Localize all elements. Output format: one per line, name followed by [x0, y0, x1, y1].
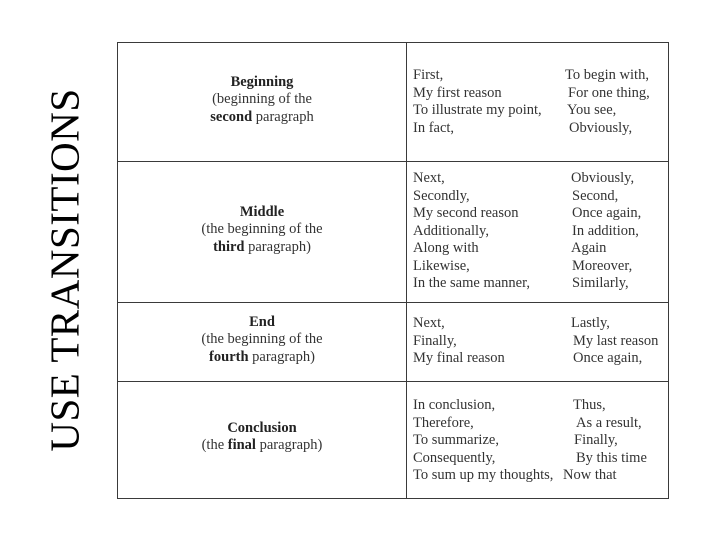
table-row-middle: [118, 161, 668, 302]
transition-word: Thus,: [573, 397, 606, 413]
transition-list-left: [413, 315, 505, 368]
section-label-cell: [118, 43, 407, 161]
table-row-end: [118, 302, 668, 381]
section-desc-line2: [210, 109, 314, 127]
section-heading: Conclusion: [227, 419, 297, 436]
section-label-cell: [118, 382, 407, 498]
section-desc-bold: fourth: [209, 348, 249, 365]
table-row-conclusion: [118, 381, 668, 498]
transition-list-left: [413, 170, 530, 293]
transition-word: Moreover,: [572, 257, 633, 274]
transition-word: By this time: [576, 449, 647, 466]
transition-word: My second reason: [413, 205, 519, 221]
transition-word: Likewise,: [413, 257, 470, 274]
transition-word: My last reason: [573, 332, 659, 349]
transition-word: First,: [413, 67, 444, 83]
section-desc-line: [202, 437, 323, 455]
transition-list-right: [571, 315, 658, 368]
transition-word: Similarly,: [572, 275, 629, 291]
transition-word: Once again,: [572, 205, 642, 221]
transition-list-left: [413, 397, 553, 485]
section-desc-suffix: paragraph): [244, 238, 311, 255]
section-desc-suffix: paragraph): [255, 437, 323, 453]
transition-word: Next,: [413, 170, 445, 186]
transition-word: Therefore,: [413, 414, 474, 431]
transition-word: Secondly,: [413, 187, 470, 204]
transition-word: In fact,: [413, 119, 455, 136]
transition-word: In the same manner,: [413, 275, 530, 291]
transition-words-cell: [407, 162, 668, 302]
transition-word: For one thing,: [568, 84, 650, 101]
transition-list-right: [571, 170, 641, 293]
transition-list-right: [565, 67, 650, 137]
section-desc-bold: final: [227, 437, 256, 453]
section-desc-suffix: paragraph): [248, 348, 315, 365]
table-row-beginning: [118, 43, 668, 161]
transition-word: Lastly,: [571, 315, 610, 331]
transition-list-left: [413, 67, 542, 137]
transition-word: To begin with,: [565, 67, 649, 83]
transition-word: In addition,: [572, 222, 639, 239]
transition-word: My final reason: [413, 350, 505, 366]
section-desc-line1: (the beginning of the: [201, 331, 323, 348]
section-heading: Middle: [239, 203, 285, 220]
section-label-cell: [118, 162, 407, 302]
transition-word: Additionally,: [413, 222, 489, 239]
transition-word: Next,: [413, 315, 445, 331]
transition-words-cell: [407, 43, 668, 161]
transition-word: To illustrate my point,: [413, 102, 542, 118]
section-heading: End: [249, 313, 275, 330]
transition-word: Second,: [572, 187, 619, 204]
transition-word: Along with: [413, 240, 479, 256]
transition-word: Finally,: [574, 432, 618, 448]
section-desc-bold: third: [213, 238, 245, 255]
transition-word: Now that: [563, 467, 617, 483]
transition-word: In conclusion,: [413, 397, 496, 413]
section-desc-line1: (the beginning of the: [201, 221, 323, 238]
transition-words-cell: [407, 382, 668, 498]
section-desc-line1: (beginning of the: [212, 91, 312, 108]
section-desc-suffix: paragraph: [252, 108, 314, 125]
page-title: USE TRANSITIONS: [41, 88, 88, 452]
transition-word: To summarize,: [413, 432, 499, 448]
transition-word: Once again,: [573, 350, 643, 366]
section-desc-prefix: (the: [201, 437, 228, 453]
transition-word: My first reason: [413, 84, 502, 101]
transition-word: You see,: [567, 102, 617, 118]
transition-word: As a result,: [576, 414, 642, 431]
transition-word: Finally,: [413, 332, 457, 349]
transition-word: Consequently,: [413, 449, 496, 466]
transition-list-right: [563, 397, 647, 485]
transition-word: Again: [571, 240, 607, 256]
section-desc-line2: [201, 349, 322, 367]
transitions-table: [117, 42, 669, 499]
section-label-cell: [118, 303, 407, 381]
section-heading: Beginning: [230, 73, 294, 90]
transition-word: Obviously,: [571, 170, 635, 186]
transition-words-cell: [407, 303, 668, 381]
section-desc-line2: [201, 239, 322, 257]
section-desc-bold: second: [210, 108, 253, 125]
transition-word: Obviously,: [569, 119, 633, 136]
transition-word: To sum up my thoughts,: [413, 467, 554, 483]
